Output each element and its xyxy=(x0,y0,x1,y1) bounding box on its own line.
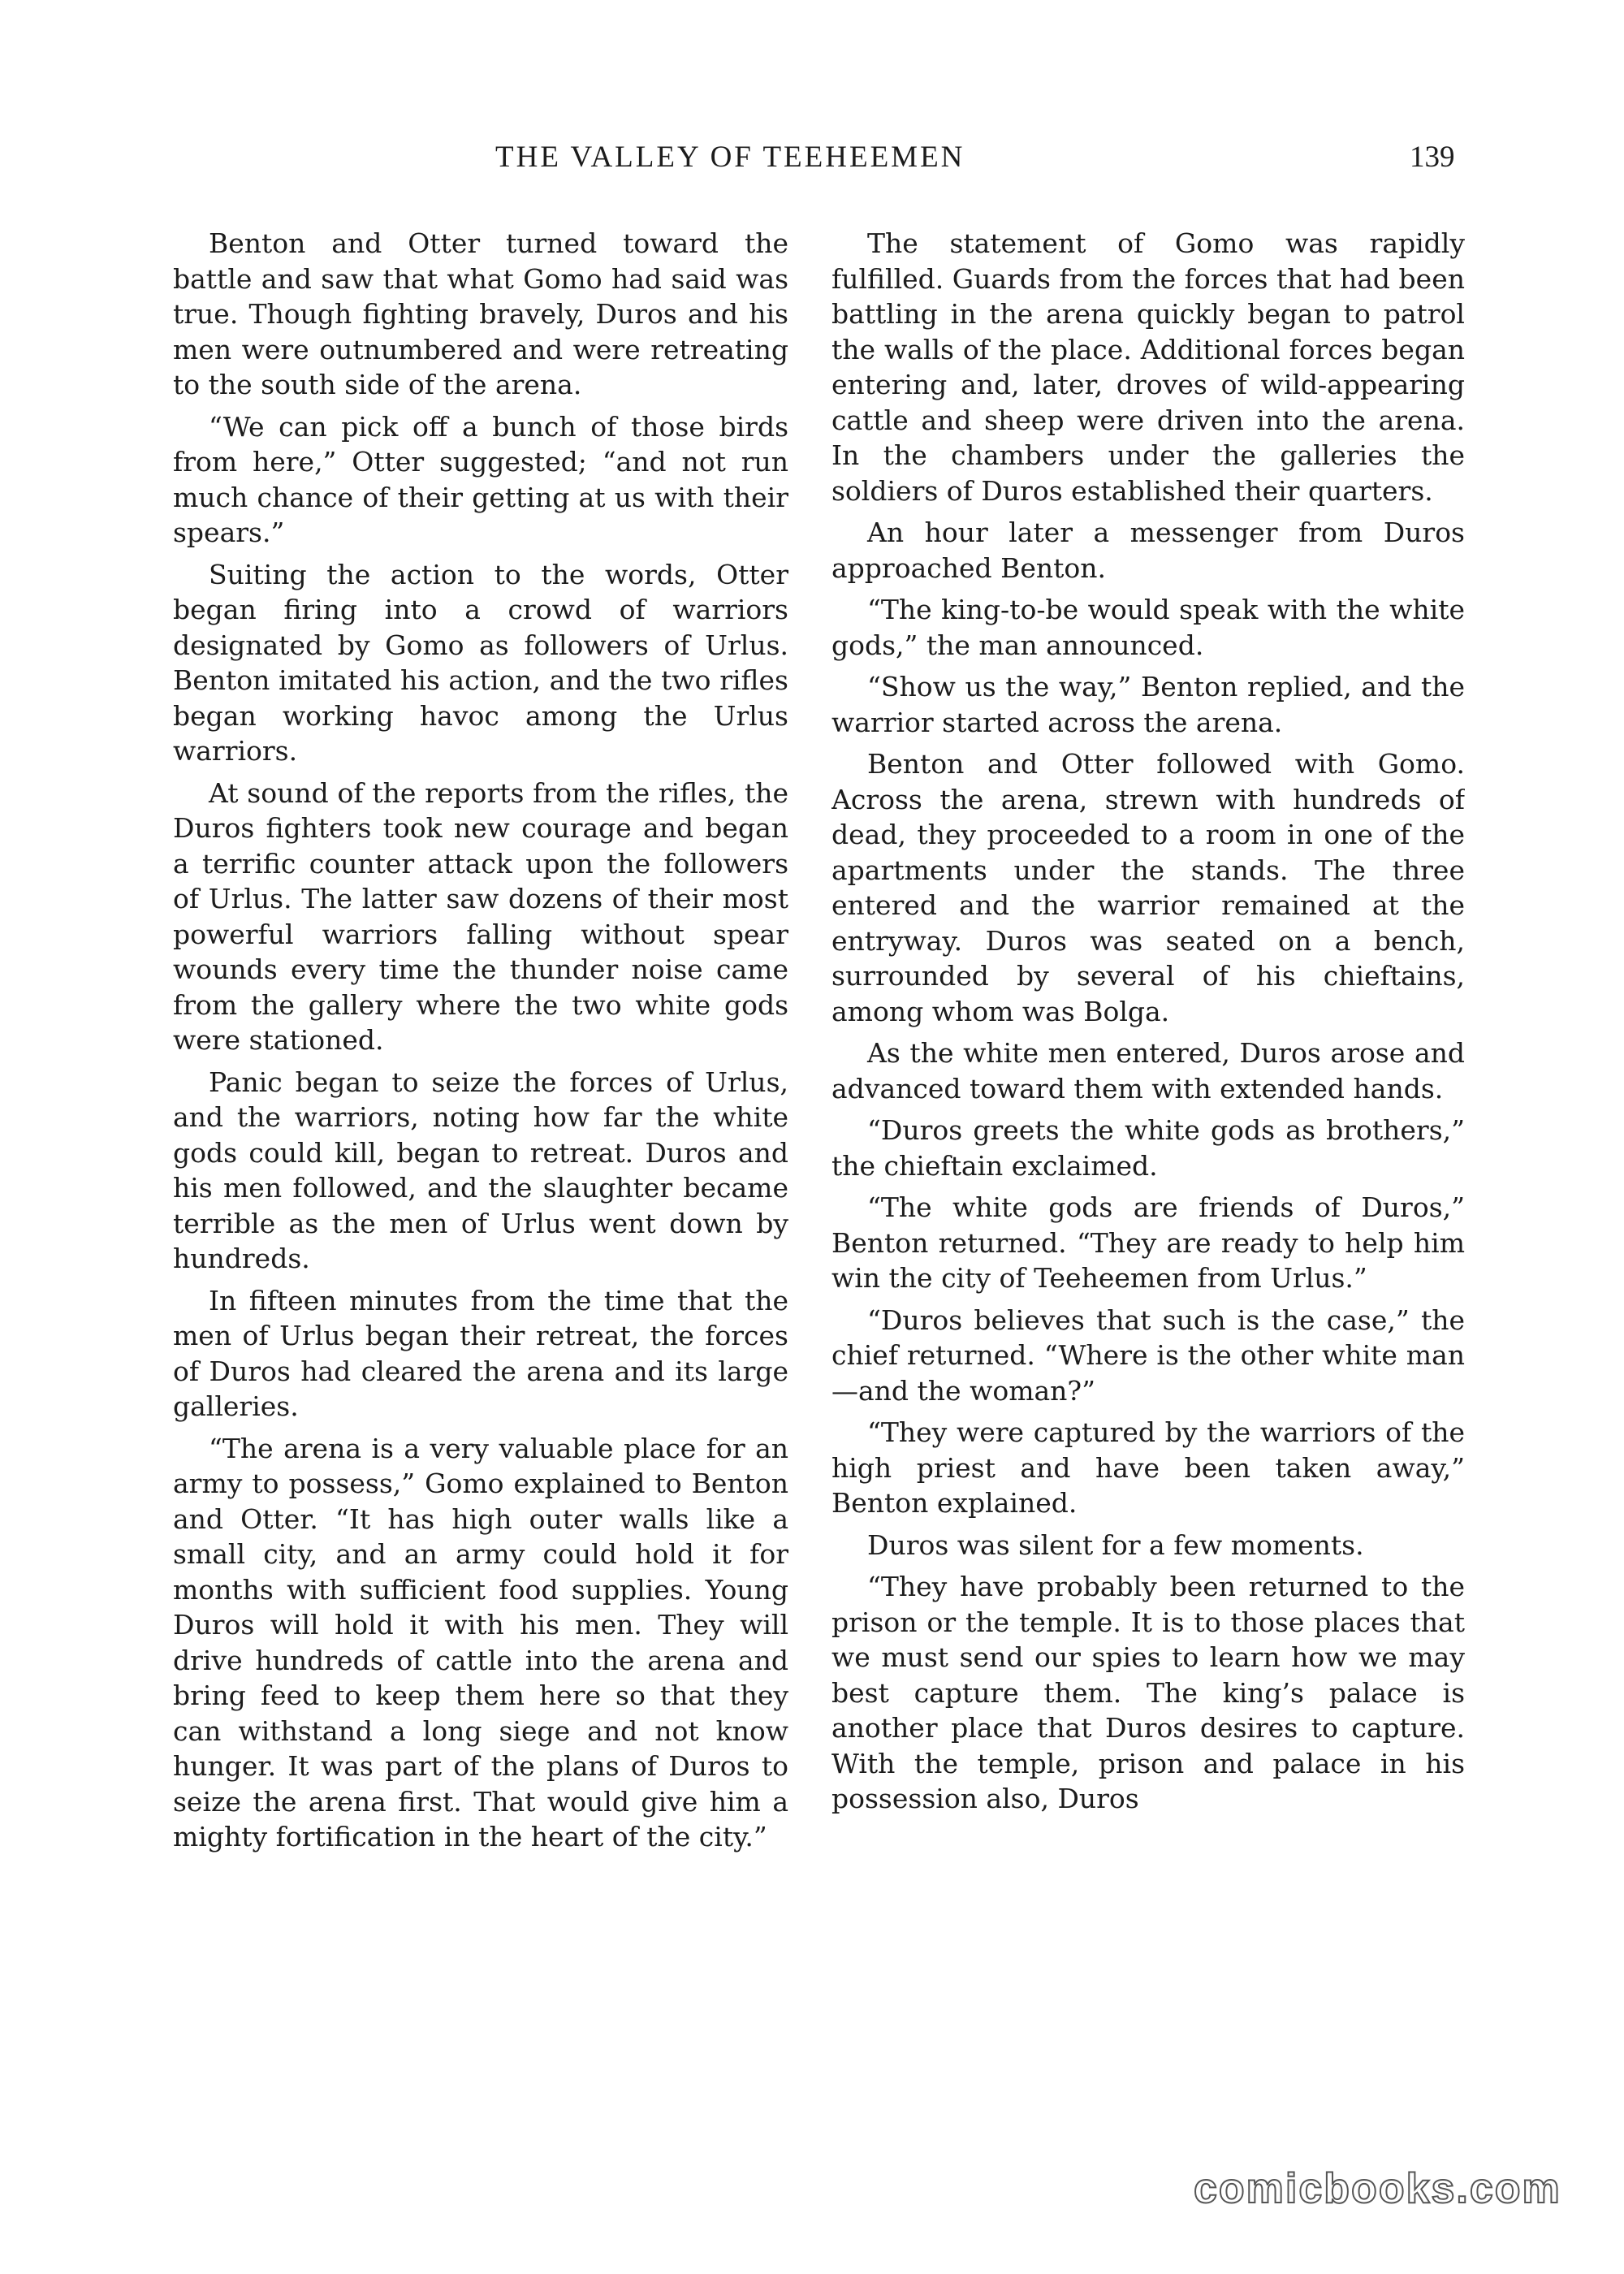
paragraph: In fifteen minutes from the time that the men of Urlus began their retreat, the forces of Duros had cleared the arena and its large galleries. xyxy=(173,1284,788,1422)
paragraph: At sound of the reports from the rifles, the Duros fighters took new courage and began a terrific counter attack upon the followers of Urlus. The latter saw dozens of their most powerful warriors falling without spear wounds every time the thunder noise came from the gallery where the two white gods were stationed. xyxy=(173,776,788,1056)
page-number: 139 xyxy=(1410,141,1455,174)
paragraph: Benton and Otter followed with Gomo. Across the arena, strewn with hundreds of dead, they proceeded to a room in one of the apartments under the stands. The three entered and the warrior remained at the entryway. Duros was seated on a bench, surrounded by several of his chieftains, among whom was Bolga. xyxy=(831,748,1465,1027)
paragraph: Benton and Otter turned toward the battle and saw that what Gomo had said was true. Though fighting bravely, Duros and his men were outnumbered and were retreating to the south side of the arena. xyxy=(173,227,788,400)
watermark-logo: comicbooks.com xyxy=(1194,2165,1561,2212)
paragraph: “The arena is a very valuable place for an army to possess,” Gomo explained to Benton and Otter. “It has high outer walls like a small city, and an army could hold it for months with sufficient food supplies. Young Duros will hold it with his men. They will drive hundreds of cattle into the arena and bring feed to keep them here so that they can withstand a long siege and not know hunger. It was part of the plans of Duros to seize the arena first. That would give him a mighty fortification in the heart of the city.” xyxy=(173,1432,788,1852)
paragraph: “They were captured by the warriors of the high priest and have been taken away,” Benton explained. xyxy=(831,1416,1465,1519)
paragraph: “The white gods are friends of Duros,” Benton returned. “They are ready to help him win the city of Teeheemen from Urlus.” xyxy=(831,1191,1465,1294)
running-header xyxy=(0,140,1624,180)
left-text-column xyxy=(173,226,788,2110)
paragraph: “Duros greets the white gods as brothers,” the chieftain exclaimed. xyxy=(831,1114,1465,1182)
paragraph: “Duros believes that such is the case,” the chief returned. “Where is the other white man—and the woman?” xyxy=(831,1303,1465,1407)
running-title: THE VALLEY OF TEEHEEMEN xyxy=(495,141,965,174)
paragraph: “We can pick off a bunch of those birds from here,” Otter suggested; “and not run much chance of their getting at us with their spears.” xyxy=(173,410,788,548)
right-text-column xyxy=(831,226,1465,2110)
paragraph: An hour later a messenger from Duros approached Benton. xyxy=(831,517,1465,584)
paragraph: “They have probably been returned to the prison or the temple. It is to those places that we must send our spies to learn how we may best capture them. The king’s palace is another place that Duros desires to capture. With the temple, prison and palace in his possession also, Duros xyxy=(831,1571,1465,1814)
paragraph: “The king-to-be would speak with the white gods,” the man announced. xyxy=(831,594,1465,661)
paragraph: The statement of Gomo was rapidly fulfilled. Guards from the forces that had been battling in the arena quickly began to patrol the walls of the place. Additional forces began entering and, later, droves of wild-appearing cattle and sheep were driven into the arena. In the chambers under the galleries the soldiers of Duros established their quarters. xyxy=(831,227,1465,507)
paragraph: Panic began to seize the forces of Urlus, and the warriors, noting how far the white gods could kill, began to retreat. Duros and his men followed, and the slaughter became terrible as the men of Urlus went down by hundreds. xyxy=(173,1066,788,1274)
paragraph: Duros was silent for a few moments. xyxy=(867,1528,1364,1561)
paragraph: As the white men entered, Duros arose and advanced toward them with extended hands. xyxy=(831,1037,1465,1105)
paragraph: “Show us the way,” Benton replied, and the warrior started across the arena. xyxy=(831,671,1465,738)
paragraph: Suiting the action to the words, Otter began firing into a crowd of warriors designated by Gomo as followers of Urlus. Benton imitated his action, and the two rifles began working havoc among the Urlus warriors. xyxy=(173,558,788,767)
